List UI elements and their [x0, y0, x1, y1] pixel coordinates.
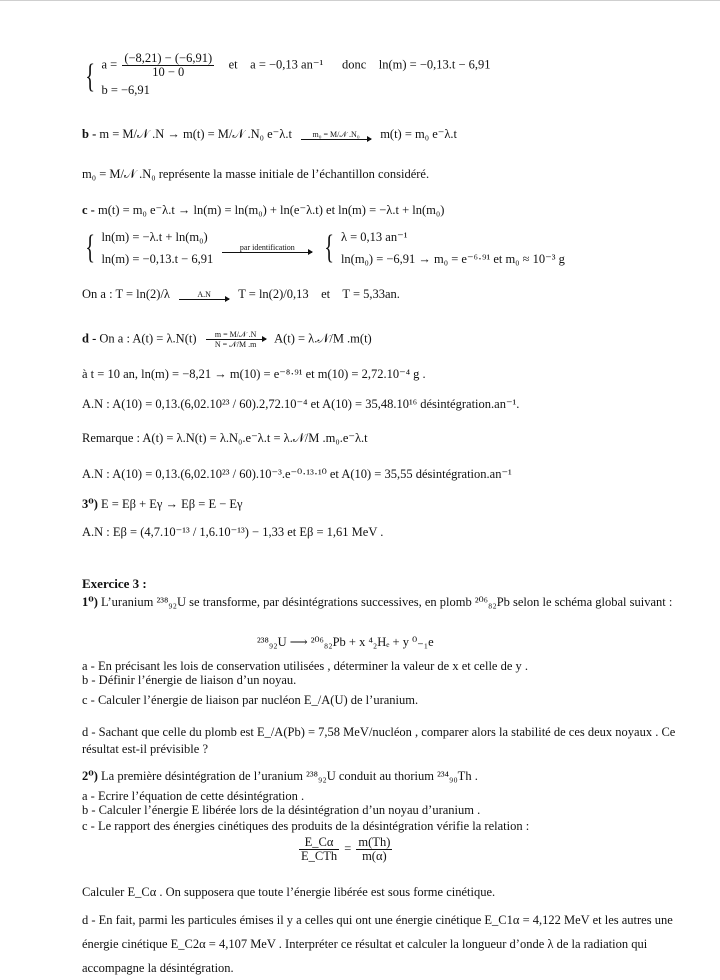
question-c: c - Calculer l’énergie de liaison par nucléon E_/A(U) de l’uranium.: [82, 693, 419, 707]
d-arrow-line: [206, 339, 266, 340]
ln-m-equation: ln(m) = −0,13.t − 6,91: [378, 57, 491, 72]
ratio-left-den: E_CTh: [301, 849, 338, 863]
m0-formula: m₀ = M/𝒩 .N₀: [82, 167, 156, 181]
q1-label: 1⁰): [82, 595, 98, 609]
activity-an-1: A.N : A(10) = 0,13.(6,02.10²³ / 60).2,72.10⁻⁴ et A(10) = 35,48.10¹⁶ désintégration.an⁻¹.: [82, 397, 520, 411]
question-2a: a - Ecrire l’équation de cette désintégration .: [82, 789, 305, 803]
left-brace: {: [324, 229, 335, 266]
an-label: A.N: [197, 290, 211, 300]
m0-result: ln(m₀) = −6,91 → m₀ = e⁻⁶·⁹¹ et m₀ ≈ 10⁻³ g: [340, 252, 565, 266]
q1-paragraph: [82, 594, 697, 611]
ratio-right-num: m(Th): [358, 835, 391, 849]
page-top-border: [0, 0, 720, 1]
b-section-eq: [82, 126, 457, 142]
question-2d: d - En fait, parmi les particules émises il y a celles qui ont une énergie cinétique E_C1α = 4,122 MeV et les autres une énergie cinétique E_C2α = 4,107 MeV . Interpréter ce résultat et calculer la longueur d’onde λ de la radiation qui accompagne la désintégration.: [82, 913, 673, 975]
m0-definition: [82, 166, 429, 182]
sys-b-row: b = −6,91: [101, 83, 150, 97]
b-label: b -: [82, 127, 97, 141]
system-ab: [82, 52, 491, 101]
et-text: et: [228, 57, 238, 72]
ratio-left: [299, 836, 339, 863]
part3-label: 3⁰): [82, 497, 98, 511]
energy-ratio: $\frac{E\_C\alpha}{\text{E\_CTh}}$ = $\frac{m(Th)}{m(\alpha)}$: [301, 835, 391, 863]
period-calc: T = ln(2)/0,13: [238, 287, 309, 301]
c-equation-1: m(t) = m₀ e⁻λ.t → ln(m) = ln(m₀) + ln(e⁻λ.t) et ln(m) = −λ.t + ln(m₀): [97, 203, 445, 217]
left-brace: {: [85, 57, 96, 95]
c-system-right: [341, 226, 565, 270]
et-text: et: [321, 287, 331, 301]
d-arrow-top: m = M/𝒩 .N: [214, 330, 257, 339]
mass-at-10: à t = 10 an, ln(m) = −8,21 → m(10) = e⁻⁸·⁹¹ et m(10) = 2,72.10⁻⁴ g .: [82, 367, 426, 381]
q1-text: L’uranium ²³⁸₉₂U se transforme, par désintégrations successives, en plomb ²⁰⁶₈₂Pb selon le schéma global suivant :: [97, 595, 673, 609]
question-d: d - Sachant que celle du plomb est E_/A(Pb) = 7,58 MeV/nucléon , comparer alors la stabilité de ces deux noyaux . Ce résultat est-il prévisible ?: [82, 725, 676, 756]
d-arrow: [206, 330, 266, 349]
period-line: [82, 286, 400, 302]
q2-paragraph: [82, 768, 697, 785]
exercice-title: Exercice 3 :: [82, 576, 147, 591]
left-brace: {: [85, 229, 96, 266]
period-value: T = 5,33an.: [342, 287, 400, 301]
b-result: m(t) = m₀ e⁻λ.t: [380, 127, 458, 141]
sys-a-label: a =: [101, 57, 121, 72]
decay-reaction: ²³⁸₉₂U ⟶ ²⁰⁶₈₂Pb + x ⁴₂Hₑ + y ⁰₋₁e: [257, 635, 434, 649]
sys-a-numerator: (−8,21) − (−6,91): [124, 51, 213, 65]
a-value: a = −0,13 an⁻¹: [250, 57, 324, 72]
identification-arrow: [222, 243, 312, 253]
identification-label: par identification: [239, 243, 295, 252]
sys-a-row: [101, 52, 490, 79]
m0-text: représente la masse initiale de l’échantillon considéré.: [155, 167, 430, 181]
ratio-left-num: E_Cα: [299, 836, 339, 850]
c-system: [82, 226, 565, 270]
part3-an: A.N : Eβ = (4,7.10⁻¹³ / 1,6.10⁻¹³) − 1,33 et Eβ = 1,61 MeV .: [82, 525, 384, 539]
sys-a-fraction: [122, 52, 214, 79]
c-sys-row-1: ln(m) = −λ.t + ln(m₀): [101, 230, 208, 244]
activity-result: A(t) = λ.𝒩/M .m(t): [274, 331, 372, 346]
b-arrow-line: [301, 139, 371, 140]
c-label: c -: [82, 203, 95, 217]
sys-a-denominator: 10 − 0: [152, 65, 185, 79]
c-sys-row-2: ln(m) = −0,13.t − 6,91: [101, 252, 214, 266]
d-label: d -: [82, 331, 97, 346]
identification-arrow-line: [222, 252, 312, 253]
activity-an-2: A.N : A(10) = 0,13.(6,02.10²³ / 60).10⁻³.e⁻⁰·¹³·¹⁰ et A(10) = 35,55 désintégration.an⁻¹: [82, 467, 512, 481]
d-arrow-bottom: N = 𝒩/M .m: [214, 340, 257, 349]
system-ab-stack: [101, 52, 490, 101]
part3-eq: [82, 496, 243, 512]
an-arrow-line: [179, 299, 229, 300]
ratio-right-den: m(α): [362, 849, 387, 863]
question-b: b - Définir l’énergie de liaison d’un noyau.: [82, 673, 297, 687]
b-arrow-label: m₀ = M/𝒩 .N₀: [312, 130, 360, 140]
question-2c: c - Le rapport des énergies cinétiques des produits de la désintégration vérifie la relation :: [82, 819, 530, 833]
b-arrow: [301, 130, 371, 140]
part3-equation: E = Eβ + Eγ → Eβ = E − Eγ: [101, 497, 243, 511]
c-section-eq1: [82, 202, 444, 218]
an-arrow: [179, 290, 229, 300]
q2-label: 2⁰): [82, 769, 98, 783]
d-section-eq1: [82, 330, 372, 349]
activity-formula: On a : A(t) = λ.N(t): [99, 331, 197, 346]
b-equation: m = M/𝒩 .N → m(t) = M/𝒩 .N₀ e⁻λ.t: [99, 127, 292, 141]
q2-text: La première désintégration de l’uranium ²³⁸₉₂U conduit au thorium ²³⁴₉₀Th .: [97, 769, 478, 783]
calc-instruction: Calculer E_Cα . On supposera que toute l’énergie libérée est sous forme cinétique.: [82, 885, 496, 899]
c-system-left: [101, 226, 213, 270]
remarque: Remarque : A(t) = λ.N(t) = λ.N₀.e⁻λ.t = λ.𝒩/M .m₀.e⁻λ.t: [82, 431, 368, 445]
lambda-result: λ = 0,13 an⁻¹: [340, 230, 408, 244]
question-2b: b - Calculer l’énergie E libérée lors de la désintégration d’un noyau d’uranium .: [82, 803, 481, 817]
exercice-title-line: [82, 576, 147, 592]
ratio-right: [356, 836, 392, 863]
donc-text: donc: [341, 57, 367, 72]
question-a: a - En précisant les lois de conservation utilisées , déterminer la valeur de x et celle de y .: [82, 659, 529, 673]
period-formula: On a : T = ln(2)/λ: [82, 287, 170, 301]
